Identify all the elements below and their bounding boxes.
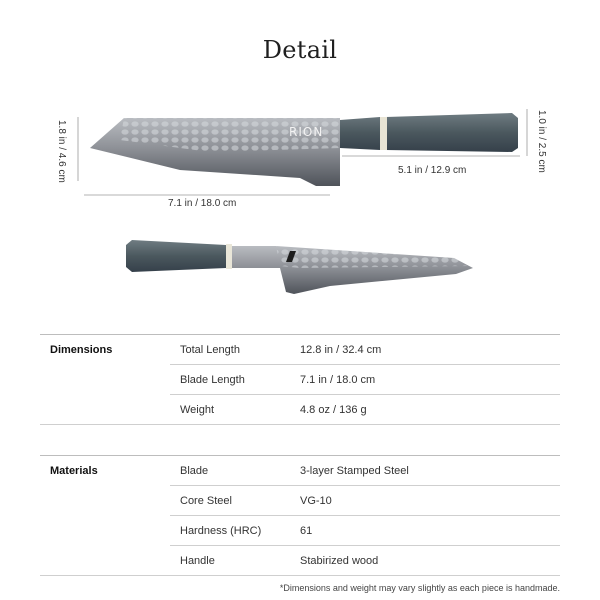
spec-label: Core Steel: [180, 495, 232, 507]
blade-height-label: 1.8 in / 4.6 cm: [56, 120, 67, 183]
table-row: [40, 365, 560, 395]
table-row: [40, 335, 560, 365]
spec-value: 7.1 in / 18.0 cm: [300, 374, 376, 386]
handle-height-label: 1.0 in / 2.5 cm: [536, 110, 547, 173]
spec-label: Blade Length: [180, 374, 245, 386]
spec-value: Stabirized wood: [300, 555, 379, 567]
spec-value: 4.8 oz / 136 g: [300, 404, 367, 416]
spec-value: 61: [300, 525, 313, 537]
table-row: [40, 516, 560, 546]
spec-label: Total Length: [180, 344, 240, 356]
handle-length-label: 5.1 in / 12.9 cm: [398, 165, 467, 176]
handle-1: [340, 113, 518, 152]
spec-value: 12.8 in / 32.4 cm: [300, 344, 382, 356]
spec-table: [40, 334, 560, 576]
bolster-2: [226, 244, 232, 269]
brand-logo: RION: [289, 125, 324, 139]
divider: [40, 575, 560, 576]
knife-angle-view: [126, 240, 473, 294]
table-row: [40, 546, 560, 576]
divider: [40, 424, 560, 425]
spec-label: Blade: [180, 465, 209, 477]
page-title: Detail: [262, 36, 338, 64]
spec-label: Hardness (HRC): [180, 525, 262, 537]
table-row: [40, 456, 560, 486]
spec-label: Weight: [180, 404, 215, 416]
materials-heading: Materials: [50, 465, 98, 477]
handle-2: [126, 240, 232, 272]
table-row: [40, 486, 560, 516]
spec-label: Handle: [180, 555, 215, 567]
footnote: *Dimensions and weight may vary slightly as each piece is handmade.: [279, 583, 560, 593]
spec-value: 3-layer Stamped Steel: [300, 465, 409, 477]
table-row: [40, 395, 560, 425]
blade-length-label: 7.1 in / 18.0 cm: [168, 198, 237, 209]
spec-value: VG-10: [300, 495, 332, 507]
dimensions-heading: Dimensions: [50, 344, 113, 356]
